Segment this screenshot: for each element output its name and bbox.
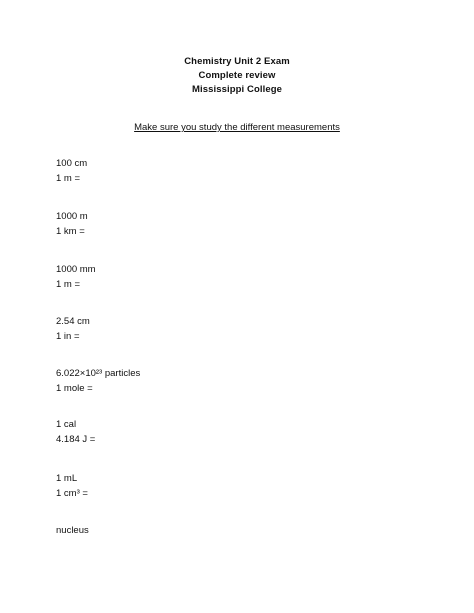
- exam-title: Chemistry Unit 2 Exam: [184, 56, 290, 67]
- measurement-item: [56, 472, 416, 501]
- measurement-equivalent: 1 mole =: [56, 382, 93, 394]
- measurement-equivalent: 1 in =: [56, 330, 80, 342]
- measurement-equivalent: 1 m =: [56, 172, 81, 184]
- measurement-item: [56, 315, 416, 344]
- measurement-given: 100 cm: [56, 158, 88, 169]
- institution-name: Mississippi College: [191, 84, 283, 95]
- document-header: [0, 55, 474, 97]
- final-term: nucleus: [56, 525, 89, 536]
- measurement-item: [56, 157, 416, 186]
- measurement-given: 1000 mm: [56, 264, 96, 275]
- measurement-given: 1 cal: [56, 419, 77, 430]
- measurement-given: 2.54 cm: [56, 316, 90, 327]
- measurement-item: [56, 367, 416, 396]
- measurement-given: 1 mL: [56, 473, 78, 484]
- measurement-equivalent: 1 m =: [56, 278, 81, 290]
- measurement-given: 1000 m: [56, 211, 88, 222]
- measurement-given: 6.022×10²³ particles: [56, 368, 141, 379]
- study-instruction: Make sure you study the different measurements: [134, 122, 340, 133]
- measurement-item: [56, 263, 416, 292]
- measurement-equivalent: 1 km =: [56, 225, 85, 237]
- measurement-equivalent: 4.184 J =: [56, 433, 96, 445]
- review-subtitle: Complete review: [198, 70, 276, 81]
- measurement-equivalent: 1 cm³ =: [56, 487, 88, 499]
- measurement-item: [56, 210, 416, 239]
- measurement-item: [56, 418, 416, 447]
